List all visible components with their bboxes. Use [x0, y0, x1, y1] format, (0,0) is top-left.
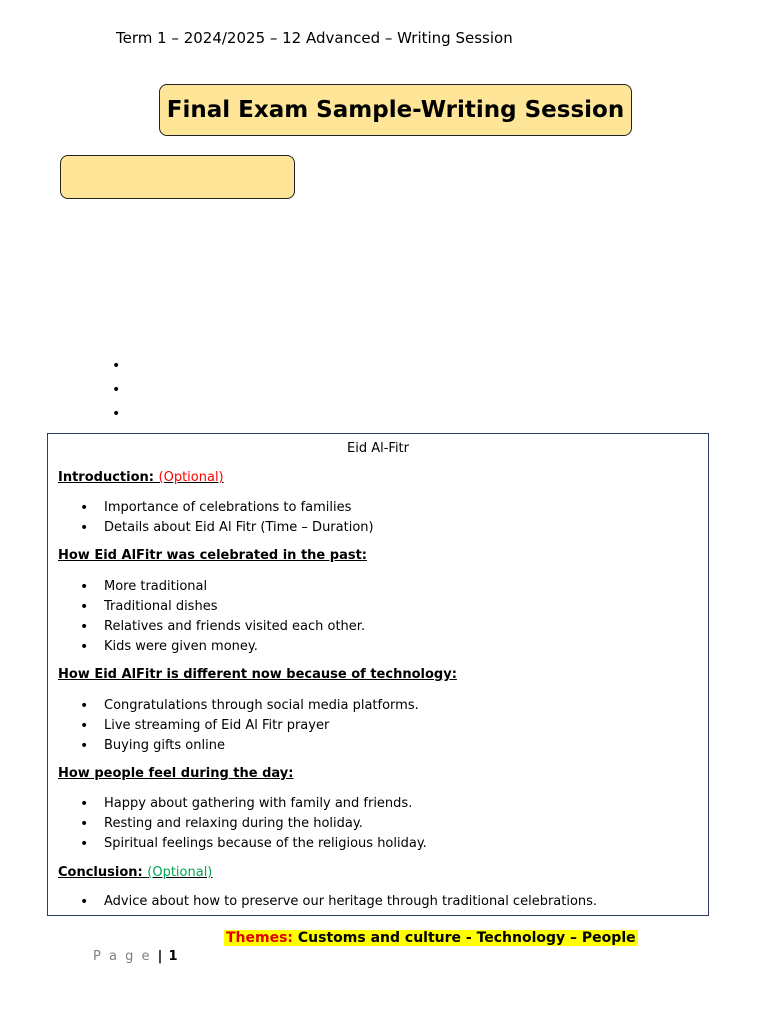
introduction-heading: [58, 470, 224, 485]
technology-heading: How Eid AlFitr is different now because of technology:: [58, 667, 457, 682]
feelings-heading: How people feel during the day:: [58, 766, 294, 781]
empty-bullet-2: •: [112, 382, 121, 398]
list-item: • Kids were given money.: [80, 639, 365, 659]
list-item: • Details about Eid Al Fitr (Time – Duration): [80, 520, 374, 540]
outline-title: Eid Al-Fitr: [347, 441, 409, 456]
list-item: • Relatives and friends visited each other.: [80, 619, 365, 639]
feelings-list: [80, 796, 427, 856]
list-item: • Traditional dishes: [80, 599, 365, 619]
page-label: P a g e: [93, 949, 152, 964]
list-item: • Congratulations through social media platforms.: [80, 698, 419, 718]
page-title: Final Exam Sample-Writing Session: [166, 97, 625, 123]
past-heading: How Eid AlFitr was celebrated in the past:: [58, 548, 367, 563]
empty-bullet-1: •: [112, 358, 121, 374]
list-item: • More traditional: [80, 579, 365, 599]
introduction-optional-note: (Optional): [158, 470, 224, 485]
conclusion-list: [80, 894, 597, 914]
list-item: • Live streaming of Eid Al Fitr prayer: [80, 718, 419, 738]
page-footer: [93, 949, 178, 964]
page-number: 1: [168, 949, 178, 964]
empty-bullet-list: [112, 357, 120, 429]
empty-highlight-box: [60, 155, 295, 199]
introduction-list: [80, 500, 374, 540]
technology-list: [80, 698, 419, 758]
conclusion-heading: [58, 865, 212, 880]
list-item: • Advice about how to preserve our heritage through traditional celebrations.: [80, 894, 597, 914]
conclusion-optional-note: (Optional): [147, 865, 213, 880]
introduction-heading-text: Introduction:: [58, 470, 154, 485]
list-item: • Happy about gathering with family and friends.: [80, 796, 427, 816]
conclusion-heading-text: Conclusion:: [58, 865, 143, 880]
themes-line: [224, 930, 638, 946]
empty-bullet-3: •: [112, 406, 121, 422]
past-list: [80, 579, 365, 659]
list-item: • Spiritual feelings because of the religious holiday.: [80, 836, 427, 856]
themes-text: Customs and culture - Technology – People: [297, 930, 636, 946]
page-separator: |: [157, 949, 163, 964]
list-item: • Importance of celebrations to families: [80, 500, 374, 520]
title-box: [159, 84, 632, 136]
themes-label: Themes:: [226, 930, 294, 946]
list-item: • Resting and relaxing during the holiday.: [80, 816, 427, 836]
list-item: • Buying gifts online: [80, 738, 419, 758]
outline-box: [47, 433, 709, 916]
document-header: Term 1 – 2024/2025 – 12 Advanced – Writing Session: [116, 29, 513, 47]
